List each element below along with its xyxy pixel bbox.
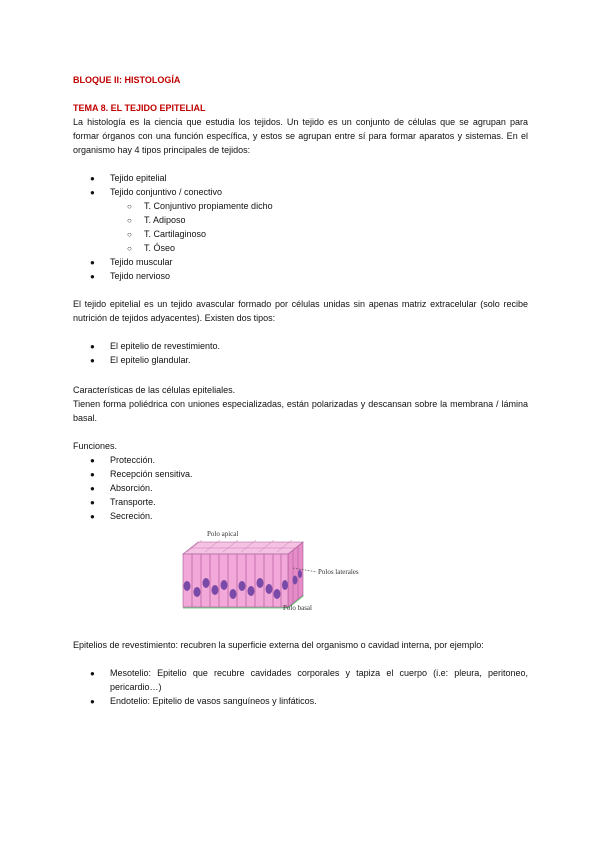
intro-line-2: formar órganos con una función específica, y estos se agrupan entre sí para formar aparatos y sistemas. En el: [73, 131, 528, 141]
sub-list-item: ○ T. Cartilaginoso: [127, 229, 207, 239]
characteristics-heading: Características de las células epiteliales.: [73, 385, 236, 395]
lateral-poles-label: Polos laterales: [318, 568, 359, 576]
list-item: ● Transporte.: [90, 497, 156, 507]
list-item: ● Tejido epitelial: [90, 173, 167, 183]
intro-line-3: organismo hay 4 tipos principales de tejidos:: [73, 145, 251, 155]
intro-line-1: La histología es la ciencia que estudia los tejidos. Un tejido es un conjunto de células que se agrupan para: [73, 117, 528, 127]
list-item: ● Recepción sensitiva.: [90, 469, 193, 479]
list-item: ● Endotelio: Epitelio de vasos sanguíneos y linfáticos.: [90, 696, 317, 706]
functions-heading: Funciones.: [73, 441, 118, 451]
epithelial-def-line-2: nutrición de tejidos adyacentes). Existen dos tipos:: [73, 313, 276, 323]
sub-list-item: ○ T. Adiposo: [127, 215, 186, 225]
list-item: ● Mesotelio: Epitelio que recubre cavidades corporales y tapiza el cuerpo (i.e: pleura, peritoneo,: [90, 668, 528, 678]
characteristics-line-2: basal.: [73, 413, 98, 423]
list-item: ● El epitelio de revestimiento.: [90, 341, 221, 351]
list-item: ● Tejido nervioso: [90, 271, 171, 281]
list-item: ● Protección.: [90, 455, 156, 465]
list-item: ● Absorción.: [90, 483, 153, 493]
topic-title: TEMA 8. EL TEJIDO EPITELIAL: [73, 103, 206, 113]
list-item: ● El epitelio glandular.: [90, 355, 191, 365]
list-item: ● Tejido muscular: [90, 257, 173, 267]
epithelium-figure: [175, 528, 375, 618]
mesotelio-continuation: pericardio…): [110, 682, 162, 692]
basal-pole-label: Polo basal: [283, 604, 312, 612]
sub-list-item: ○ T. Óseo: [127, 243, 176, 253]
apical-pole-label: Polo apical: [207, 530, 239, 538]
sub-list-item: ○ T. Conjuntivo propiamente dicho: [127, 201, 273, 211]
coating-intro: Epitelios de revestimiento: recubren la superficie externa del organismo o cavidad interna, por ejemplo:: [73, 640, 484, 650]
block-title: BLOQUE II: HISTOLOGÍA: [73, 75, 181, 85]
characteristics-line-1: Tienen forma poliédrica con uniones especializadas, están polarizadas y descansan sobre la membrana / lámina: [73, 399, 528, 409]
epithelial-def-line-1: El tejido epitelial es un tejido avascular formado por células unidas sin apenas matriz extracelular (solo recibe: [73, 299, 528, 309]
list-item: ● Tejido conjuntivo / conectivo: [90, 187, 223, 197]
list-item: ● Secreción.: [90, 511, 153, 521]
